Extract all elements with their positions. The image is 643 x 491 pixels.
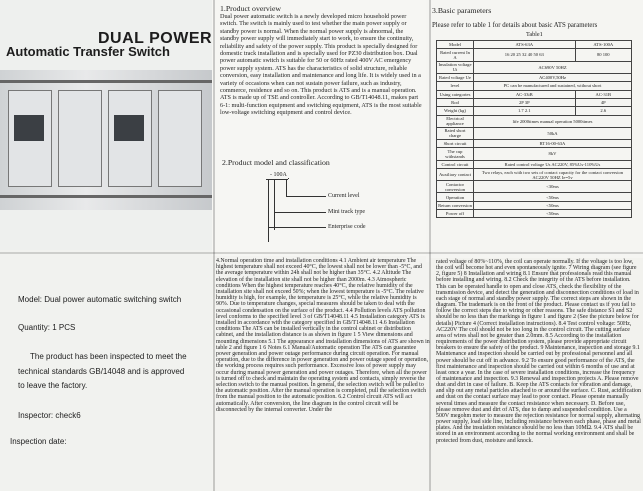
table-cell: AC-33iB	[474, 90, 576, 98]
table-cell: <50ms	[474, 193, 632, 201]
table-cell: 80 100	[575, 49, 631, 61]
cover-title: DUAL POWER	[98, 30, 213, 47]
switch-device-photo	[0, 70, 215, 210]
table-cell-label: Contactor conversion	[437, 181, 474, 193]
table-cell-label: Using categories	[437, 90, 474, 98]
table-cell: RT16-00-63A	[474, 140, 632, 148]
table-cell: 50kA	[474, 127, 632, 139]
installation-body: rated voltage of 80%~110%, the coil can operate normally. If the voltage is too low, the coil will become hot and even spontaneously ignite. 7 Wiring diagram (see figure 2, figure 5) 8 Installation and wiring 8.1 Ensure that professionals read this manual before installing and wiring. 8.2 Check the integrity of the ATS before installation. This can be operated handle to open and close ATS, check the flexibility of the transmission device, and detect the generation and disconnection conditions of load in each stage of normal and standby power supply. The correct steps are shown in the diagram. The trademark is on the front of the product. Please contact us if you fail to follow the correct steps due to wiring or other reasons. The safe distance S1 and S2 should be no less than the markings in figure 1 and figure 2 (See the picture below for details) Picture 4 (Correct installation instructions). 8.4 Test control voltage: 50Hz, AC220V The coil should not be too long in the control circuit. The cutting surface area of wires shall not be greater than 2.0mm. 8.5 According to the installation requirements of the power distribution system, please provide appropriate circuit breakers to ensure the safety of the product. 9 Maintenance, inspection and storage 9.1 Maintenance and inspection should be carried out by professional personnel and all power should be cut off in advance. 9.2 To ensure good performance of the ATS, the first maintenance and inspection should be carried out within 6 months of use and at least once a year. In the case of severe installation conditions, increase the frequency of maintenance and inspection. 9.3 Renewal and inspection projects A. Please remove dust and dirt in case of failure. B. Keep the ATS contacts for vibration and damage, and slip out any metal particles attached to or around the surface. C. Rust, acidification and dust on the contact surface may lead to poor contact. Please operate manually several times and measure the contact resistance when necessary. D. Before use, please remove dust and dirt of ATS, due to damp and suspended condition. Use a 500V megohm meter to measure the rejection resistance for normal supply, alternating power supply, load side line, including resistance between each phase, phase and metal plates. And the insulation resistance should be no less than 10MΩ. 9.4 ATS shall be stored in an environment according to the normal working environment and shall be protected from dust, moisture and knock.	[436, 259, 641, 444]
certificate-panel	[0, 250, 215, 491]
table-cell: Rated control voltage Us AC220V, 85%Us-110%Us	[474, 160, 632, 168]
table-row	[437, 73, 632, 81]
table-cell-label: level	[437, 82, 474, 90]
table-row	[437, 160, 632, 168]
table-cell-label: Control circuit	[437, 160, 474, 168]
cert-quantity: Quantity: 1 PCS	[18, 323, 76, 332]
cert-date: Inspection date:	[10, 437, 67, 446]
table-row	[437, 49, 632, 61]
classification-heading: 2.Product model and classification	[222, 158, 330, 167]
table-cell: 2.6	[575, 107, 631, 115]
table-cell-label: Weight (kg)	[437, 107, 474, 115]
parameters-table	[436, 40, 632, 218]
table-cell-label: Rated voltage Ue	[437, 73, 474, 81]
table-cell: 16 20 25 32 40 50 63	[474, 49, 576, 61]
cert-inspector: Inspector: check6	[18, 411, 81, 420]
table-cell-label: Insulation voltage Ui	[438, 62, 472, 73]
table-cell: 4P	[575, 98, 631, 106]
table-cell-label: Rated short charge	[437, 127, 474, 139]
table-cell: Two relays, each with two sets of contact capacity for the contact conversion AC220V 50HZ Ie=5v	[474, 168, 632, 180]
table-cell: ATS-100A	[575, 41, 631, 49]
table-row	[437, 61, 632, 73]
table-cell: ATS-63A	[474, 41, 576, 49]
table-cell: AC690V 50HZ	[474, 61, 632, 73]
table-cell: <50ms	[474, 210, 632, 218]
table-cell: life 2000times manual operation 5000times	[474, 115, 632, 127]
table-cell-label: Operation	[437, 193, 474, 201]
parameters-note: Please refer to table 1 for details about basic ATS parameters	[432, 22, 598, 29]
cert-leave: to leave the factory.	[18, 381, 88, 390]
table-cell-label: Short circuit	[437, 140, 474, 148]
table-row	[437, 82, 632, 90]
cert-model: Model: Dual power automatic switching switch	[18, 295, 182, 304]
table-cell: PC can be manufactured and sustained, without short	[474, 82, 632, 90]
table-cell-label: Electrical appliance	[437, 115, 474, 127]
table-cell: 2P 3P	[474, 98, 576, 106]
classification-mini: Mini track type	[328, 209, 365, 215]
cert-standards: technical standards GB/14048 and is approved	[18, 367, 185, 376]
table-cell-label: Rod	[437, 98, 474, 106]
table-row	[437, 140, 632, 148]
table-cell-label: Return conversion	[438, 202, 472, 208]
table-cell: AC-31B	[575, 90, 631, 98]
table-row	[437, 210, 632, 218]
table-cell: AC400V,50Hz	[474, 73, 632, 81]
table-cell-label: Power off	[437, 210, 474, 218]
table-row	[437, 41, 632, 49]
table-row	[437, 90, 632, 98]
parameters-heading: 3.Basic parameters	[432, 6, 492, 15]
table-row	[437, 201, 632, 209]
table-row	[437, 115, 632, 127]
table-cell: 8kV	[474, 148, 632, 160]
table-cell-label: Model	[437, 41, 474, 49]
conditions-body: 4.Normal operation time and installation conditions 4.1 Ambient air temperature The highest temperature shall not exceed 40°C, the lowest shall not be lower than -5°C, and the average temperature within 24h shall not be higher than 35°C. 4.2 Altitude The elevation of the installation site shall not be higher than 2000m. 4.3 Atmospheric conditions When the highest temperature reaches 40°C, the relative humidity of the installation site shall not exceed 50%; when the lowest temperature is -5°C. The relative humidity is high, for example, the temperature is 25°C, while the relative humidity is 90%. Due to temperature changes, special measures should be taken to deal with the occasional condensation on the surface of the product. 4.4 Pollution levels ATS pollution level conforms to the specified level 3 of GB/T14048.11 4.5 Installation category ATS is installed in accordance with the category specified in GB/T14048.11 4.6 Installation conditions The ATS can be installed vertically in the control cabinet or distribution cabinet, and the installation distance is as shown in figure 1 5 View dimensions and mounting dimensions 5.1 The appearance and installation dimensions of ATS are shown in table 2 and figure 1 6 Notes 6.1 Manual/Automatic operation The ATS can guarantee power generation and power outage performance during circuit operation. For manual operation, due to the difference in power generation and power outage speed or operation, the working process requires such performance. Excessive loss of power supply may occur during manual power generation and power outages. Therefore, when all the power is turned off to check and maintain the operating system and contacts, simply reverse the selection switch to the manual position. In general, the selection switch will be pulled to the automatic position. After the manual operation is completed, pull the selection switch from the manual position to the automatic position. 6.2 Control circuit ATS will act automatically. After conversion, the line diagram in the control circuit will be disconnected by the internal converter. Under the	[216, 258, 430, 413]
classification-current: Current level	[328, 193, 360, 199]
cert-inspected: The product has been inspected to meet the	[30, 352, 187, 361]
table-cell-label: Auxiliary contact	[437, 168, 474, 180]
table-cell-label: Rated current In A	[437, 49, 474, 61]
table-row	[437, 181, 632, 193]
cover-subtitle: Automatic Transfer Switch	[6, 44, 170, 59]
table-cell: 1.7 2.1	[474, 107, 576, 115]
table-cell: <50ms	[474, 201, 632, 209]
conditions-panel	[212, 256, 434, 491]
table-row	[437, 168, 632, 180]
table-row	[437, 193, 632, 201]
table-row	[437, 98, 632, 106]
installation-panel	[430, 258, 643, 491]
overview-body: Dual power automatic switch is a newly developed micro household power switch. The switch is mainly used to test whether the main power supply or standby power is normal. When the normal power supply is abnormal, the standby power supply will immediately start to work, to ensure the continuity, reliability and safety of the power supply. This product is specially designed for domestic track installation and is specially used for PZ30 distribution box. Dual power automatic switch is suitable for 50 or 60Hz rated 400V AC emergency power supply system. ATS has the characteristics of solid structure, reliable conversion, easy installation and maintenance and long life. It is widely used in a variety of occasions when can not sustain power failure, such as industry, commerce, residence and so on. This product is ATS and is a manual operation. ATS is made up of TSE and controller. According to GB/T14048.11, makes part 6-1: multi-function equipment and switching equipment, ATS is the most suitable low-voltage switching equipment and control device.	[220, 13, 422, 117]
table-cell: <30ms	[474, 181, 632, 193]
overview-panel	[212, 0, 430, 258]
cover-panel	[0, 0, 215, 250]
table-row	[437, 107, 632, 115]
table-row	[437, 148, 632, 160]
overview-heading: 1.Product overview	[220, 4, 282, 13]
parameters-panel	[426, 0, 643, 262]
table-row	[437, 127, 632, 139]
table-cell-label: The cup withstands	[437, 148, 474, 160]
table-title: Table1	[526, 31, 543, 38]
classification-enterprise: Enterprise code	[328, 224, 366, 230]
classification-code: - 100A	[270, 172, 287, 178]
